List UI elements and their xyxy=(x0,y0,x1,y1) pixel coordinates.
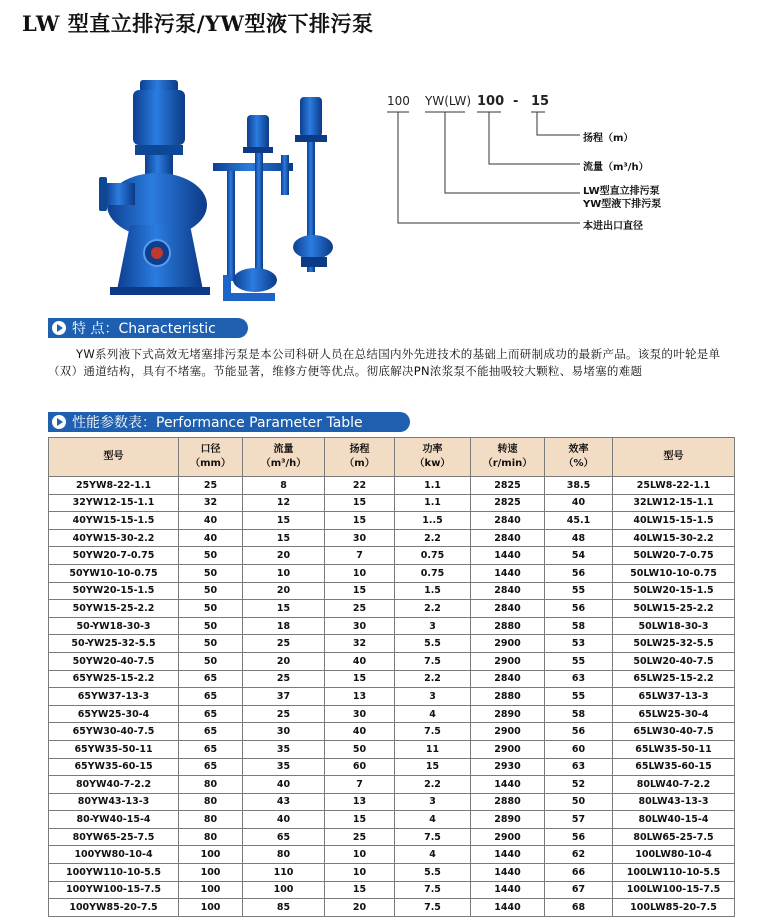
cell-flow: 110 xyxy=(243,864,325,882)
cell-flow: 25 xyxy=(243,670,325,688)
table-row xyxy=(49,477,735,495)
cell-power: 1..5 xyxy=(395,512,471,530)
cell-power: 11 xyxy=(395,740,471,758)
cell-model-lw: 65LW37-13-3 xyxy=(613,688,735,706)
cell-model-yw: 65YW25-30-4 xyxy=(49,705,179,723)
cell-speed: 1440 xyxy=(471,864,545,882)
cell-flow: 35 xyxy=(243,758,325,776)
cell-power: 15 xyxy=(395,758,471,776)
cell-efficiency: 52 xyxy=(545,776,613,794)
performance-heading-text: 性能参数表：Performance Parameter Table xyxy=(72,415,363,431)
cell-flow: 40 xyxy=(243,811,325,829)
cell-speed: 2890 xyxy=(471,811,545,829)
cell-model-yw: 65YW35-60-15 xyxy=(49,758,179,776)
cell-efficiency: 38.5 xyxy=(545,477,613,495)
cell-model-lw: 65LW35-60-15 xyxy=(613,758,735,776)
cell-flow: 37 xyxy=(243,688,325,706)
cell-power: 2.2 xyxy=(395,670,471,688)
cell-efficiency: 48 xyxy=(545,529,613,547)
cell-model-lw: 50LW20-7-0.75 xyxy=(613,547,735,565)
cell-efficiency: 56 xyxy=(545,723,613,741)
characteristic-text: YW系列液下式高效无堵塞排污泵是本公司科研人员在总结国内外先进技术的基础上而研制成功的最新产品。该泵的叶轮是单（双）通道结构，具有不堵塞。节能显著，维修方便等优点。彻底解决PN浓浆泵不能抽吸较大颗粒、易堵塞的难题 xyxy=(48,347,721,378)
cell-head: 15 xyxy=(325,670,395,688)
cell-speed: 2900 xyxy=(471,740,545,758)
cell-head: 15 xyxy=(325,881,395,899)
cell-model-yw: 50YW15-25-2.2 xyxy=(49,600,179,618)
table-row xyxy=(49,723,735,741)
cell-model-yw: 65YW30-40-7.5 xyxy=(49,723,179,741)
cell-model-yw: 100YW100-15-7.5 xyxy=(49,881,179,899)
performance-heading xyxy=(48,412,410,432)
cell-speed: 2840 xyxy=(471,670,545,688)
code-head: 15 xyxy=(531,94,550,109)
cell-head: 15 xyxy=(325,512,395,530)
table-row xyxy=(49,600,735,618)
cell-efficiency: 55 xyxy=(545,652,613,670)
cell-head: 13 xyxy=(325,793,395,811)
table-row xyxy=(49,652,735,670)
cell-power: 5.5 xyxy=(395,864,471,882)
arrow-right-icon xyxy=(52,321,66,335)
cell-diameter: 50 xyxy=(179,547,243,565)
cell-head: 30 xyxy=(325,617,395,635)
cell-flow: 65 xyxy=(243,828,325,846)
cell-head: 30 xyxy=(325,529,395,547)
cell-head: 25 xyxy=(325,828,395,846)
cell-power: 7.5 xyxy=(395,723,471,741)
cell-speed: 1440 xyxy=(471,846,545,864)
cell-speed: 2825 xyxy=(471,494,545,512)
cell-model-yw: 50-YW18-30-3 xyxy=(49,617,179,635)
cell-model-yw: 50YW20-7-0.75 xyxy=(49,547,179,565)
cell-speed: 2900 xyxy=(471,652,545,670)
cell-diameter: 80 xyxy=(179,776,243,794)
cell-power: 4 xyxy=(395,705,471,723)
cell-model-yw: 80YW43-13-3 xyxy=(49,793,179,811)
cell-flow: 18 xyxy=(243,617,325,635)
cell-efficiency: 55 xyxy=(545,688,613,706)
cell-diameter: 50 xyxy=(179,635,243,653)
cell-flow: 15 xyxy=(243,529,325,547)
cell-diameter: 80 xyxy=(179,811,243,829)
cell-head: 32 xyxy=(325,635,395,653)
table-row xyxy=(49,758,735,776)
cell-efficiency: 68 xyxy=(545,899,613,917)
header-speed: 转速 （r/min） xyxy=(471,438,545,477)
cell-diameter: 65 xyxy=(179,758,243,776)
cell-power: 5.5 xyxy=(395,635,471,653)
cell-head: 25 xyxy=(325,600,395,618)
cell-model-lw: 100LW100-15-7.5 xyxy=(613,881,735,899)
cell-model-yw: 65YW37-13-3 xyxy=(49,688,179,706)
table-row xyxy=(49,564,735,582)
cell-power: 7.5 xyxy=(395,828,471,846)
table-row xyxy=(49,846,735,864)
code-flow: 100 xyxy=(477,94,505,109)
cell-diameter: 65 xyxy=(179,688,243,706)
cell-speed: 2840 xyxy=(471,529,545,547)
cell-diameter: 40 xyxy=(179,529,243,547)
cell-head: 20 xyxy=(325,899,395,917)
cell-efficiency: 60 xyxy=(545,740,613,758)
table-row xyxy=(49,547,735,565)
cell-model-lw: 80LW43-13-3 xyxy=(613,793,735,811)
cell-diameter: 50 xyxy=(179,652,243,670)
cell-power: 1.1 xyxy=(395,494,471,512)
cell-diameter: 25 xyxy=(179,477,243,495)
cell-model-yw: 32YW12-15-1.1 xyxy=(49,494,179,512)
cell-model-yw: 80YW65-25-7.5 xyxy=(49,828,179,846)
cell-power: 1.1 xyxy=(395,477,471,495)
cell-power: 7.5 xyxy=(395,881,471,899)
cell-model-lw: 65LW35-50-11 xyxy=(613,740,735,758)
table-row xyxy=(49,899,735,917)
table-row xyxy=(49,512,735,530)
cell-model-lw: 25LW8-22-1.1 xyxy=(613,477,735,495)
cell-model-yw: 65YW25-15-2.2 xyxy=(49,670,179,688)
cell-speed: 2840 xyxy=(471,512,545,530)
header-flow: 流量 （m³/h） xyxy=(243,438,325,477)
cell-flow: 30 xyxy=(243,723,325,741)
cell-flow: 20 xyxy=(243,652,325,670)
cell-head: 22 xyxy=(325,477,395,495)
code-type: YW(LW) xyxy=(425,94,472,108)
cell-speed: 2900 xyxy=(471,635,545,653)
cell-model-yw: 80YW40-7-2.2 xyxy=(49,776,179,794)
cell-model-yw: 100YW110-10-5.5 xyxy=(49,864,179,882)
cell-diameter: 65 xyxy=(179,740,243,758)
cell-diameter: 32 xyxy=(179,494,243,512)
cell-head: 7 xyxy=(325,547,395,565)
cell-diameter: 50 xyxy=(179,582,243,600)
cell-flow: 15 xyxy=(243,512,325,530)
cell-speed: 1440 xyxy=(471,899,545,917)
cell-model-lw: 65LW30-40-7.5 xyxy=(613,723,735,741)
code-dash: - xyxy=(513,94,519,109)
cell-speed: 2880 xyxy=(471,793,545,811)
cell-model-yw: 25YW8-22-1.1 xyxy=(49,477,179,495)
cell-efficiency: 53 xyxy=(545,635,613,653)
cell-model-lw: 80LW65-25-7.5 xyxy=(613,828,735,846)
table-row xyxy=(49,828,735,846)
cell-power: 2.2 xyxy=(395,776,471,794)
cell-head: 30 xyxy=(325,705,395,723)
cell-flow: 35 xyxy=(243,740,325,758)
cell-head: 40 xyxy=(325,723,395,741)
cell-model-yw: 80-YW40-15-4 xyxy=(49,811,179,829)
table-row xyxy=(49,688,735,706)
cell-power: 3 xyxy=(395,617,471,635)
cell-model-yw: 40YW15-15-1.5 xyxy=(49,512,179,530)
cell-efficiency: 66 xyxy=(545,864,613,882)
page-title: LW 型直立排污泵/YW型液下排污泵 xyxy=(22,11,374,36)
cell-power: 3 xyxy=(395,688,471,706)
cell-model-lw: 40LW15-15-1.5 xyxy=(613,512,735,530)
cell-diameter: 50 xyxy=(179,564,243,582)
table-row xyxy=(49,494,735,512)
cell-efficiency: 50 xyxy=(545,793,613,811)
cell-head: 13 xyxy=(325,688,395,706)
cell-power: 4 xyxy=(395,811,471,829)
model-code-diagram xyxy=(385,92,765,242)
pump-illustration xyxy=(95,75,380,310)
cell-model-yw: 100YW80-10-4 xyxy=(49,846,179,864)
cell-power: 7.5 xyxy=(395,899,471,917)
cell-diameter: 80 xyxy=(179,793,243,811)
table-row xyxy=(49,670,735,688)
cell-diameter: 50 xyxy=(179,600,243,618)
cell-efficiency: 63 xyxy=(545,670,613,688)
cell-speed: 1440 xyxy=(471,776,545,794)
cell-speed: 2900 xyxy=(471,828,545,846)
cell-power: 1.5 xyxy=(395,582,471,600)
cell-model-yw: 40YW15-30-2.2 xyxy=(49,529,179,547)
header-model-lw: 型号 xyxy=(613,438,735,477)
cell-head: 10 xyxy=(325,564,395,582)
cell-flow: 8 xyxy=(243,477,325,495)
characteristic-heading-text: 特 点：Characteristic xyxy=(72,321,216,337)
table-row xyxy=(49,529,735,547)
cell-model-yw: 100YW85-20-7.5 xyxy=(49,899,179,917)
table-row xyxy=(49,635,735,653)
cell-flow: 85 xyxy=(243,899,325,917)
cell-model-yw: 50-YW25-32-5.5 xyxy=(49,635,179,653)
cell-model-lw: 50LW20-40-7.5 xyxy=(613,652,735,670)
cell-head: 40 xyxy=(325,652,395,670)
cell-efficiency: 45.1 xyxy=(545,512,613,530)
cell-head: 10 xyxy=(325,846,395,864)
cell-flow: 20 xyxy=(243,547,325,565)
cell-model-lw: 80LW40-7-2.2 xyxy=(613,776,735,794)
cell-efficiency: 62 xyxy=(545,846,613,864)
cell-speed: 1440 xyxy=(471,881,545,899)
table-row xyxy=(49,793,735,811)
label-yw-type: YW型液下排污泵 xyxy=(583,199,662,210)
cell-flow: 43 xyxy=(243,793,325,811)
arrow-right-icon xyxy=(52,415,66,429)
label-flow: 流量（m³/h） xyxy=(583,162,649,173)
cell-speed: 2930 xyxy=(471,758,545,776)
cell-model-yw: 50YW20-15-1.5 xyxy=(49,582,179,600)
cell-speed: 2880 xyxy=(471,688,545,706)
cell-head: 15 xyxy=(325,811,395,829)
cell-efficiency: 54 xyxy=(545,547,613,565)
label-diameter: 本进出口直径 xyxy=(583,221,643,232)
cell-flow: 20 xyxy=(243,582,325,600)
cell-model-yw: 50YW20-40-7.5 xyxy=(49,652,179,670)
cell-head: 15 xyxy=(325,494,395,512)
cell-model-yw: 65YW35-50-11 xyxy=(49,740,179,758)
cell-diameter: 40 xyxy=(179,512,243,530)
cell-head: 7 xyxy=(325,776,395,794)
table-header-row xyxy=(49,438,735,477)
cell-model-lw: 50LW10-10-0.75 xyxy=(613,564,735,582)
cell-speed: 2840 xyxy=(471,582,545,600)
cell-power: 4 xyxy=(395,846,471,864)
header-efficiency: 效率 （%） xyxy=(545,438,613,477)
yw-pump-tall-icon xyxy=(281,97,333,272)
cell-flow: 40 xyxy=(243,776,325,794)
cell-efficiency: 40 xyxy=(545,494,613,512)
header-diameter: 口径 （mm） xyxy=(179,438,243,477)
cell-efficiency: 63 xyxy=(545,758,613,776)
cell-power: 2.2 xyxy=(395,600,471,618)
cell-model-lw: 80LW40-15-4 xyxy=(613,811,735,829)
cell-efficiency: 57 xyxy=(545,811,613,829)
cell-power: 7.5 xyxy=(395,652,471,670)
characteristic-heading xyxy=(48,318,248,338)
cell-model-lw: 50LW25-32-5.5 xyxy=(613,635,735,653)
yw-pump-icon xyxy=(213,115,293,297)
table-row xyxy=(49,740,735,758)
cell-efficiency: 58 xyxy=(545,617,613,635)
table-row xyxy=(49,705,735,723)
lw-pump-icon xyxy=(99,80,210,295)
cell-speed: 2840 xyxy=(471,600,545,618)
table-row xyxy=(49,582,735,600)
cell-speed: 2890 xyxy=(471,705,545,723)
performance-table xyxy=(48,437,735,917)
cell-flow: 15 xyxy=(243,600,325,618)
cell-diameter: 100 xyxy=(179,881,243,899)
cell-diameter: 80 xyxy=(179,828,243,846)
cell-efficiency: 58 xyxy=(545,705,613,723)
cell-flow: 25 xyxy=(243,635,325,653)
table-row xyxy=(49,864,735,882)
cell-power: 0.75 xyxy=(395,547,471,565)
cell-model-lw: 65LW25-15-2.2 xyxy=(613,670,735,688)
header-model: 型号 xyxy=(49,438,179,477)
cell-speed: 1440 xyxy=(471,564,545,582)
table-row xyxy=(49,811,735,829)
cell-flow: 10 xyxy=(243,564,325,582)
cell-model-lw: 65LW25-30-4 xyxy=(613,705,735,723)
header-power: 功率 （kw） xyxy=(395,438,471,477)
cell-power: 0.75 xyxy=(395,564,471,582)
label-head: 扬程（m） xyxy=(583,133,634,144)
cell-speed: 2900 xyxy=(471,723,545,741)
cell-diameter: 100 xyxy=(179,899,243,917)
cell-model-yw: 50YW10-10-0.75 xyxy=(49,564,179,582)
label-lw-type: LW型直立排污泵 xyxy=(583,186,660,197)
cell-model-lw: 50LW15-25-2.2 xyxy=(613,600,735,618)
cell-model-lw: 100LW110-10-5.5 xyxy=(613,864,735,882)
header-head: 扬程 （m） xyxy=(325,438,395,477)
cell-model-lw: 50LW20-15-1.5 xyxy=(613,582,735,600)
cell-diameter: 100 xyxy=(179,846,243,864)
cell-speed: 2825 xyxy=(471,477,545,495)
cell-flow: 25 xyxy=(243,705,325,723)
cell-efficiency: 56 xyxy=(545,564,613,582)
cell-diameter: 65 xyxy=(179,723,243,741)
cell-power: 3 xyxy=(395,793,471,811)
cell-model-lw: 40LW15-30-2.2 xyxy=(613,529,735,547)
cell-efficiency: 56 xyxy=(545,600,613,618)
table-row xyxy=(49,776,735,794)
cell-flow: 100 xyxy=(243,881,325,899)
cell-head: 10 xyxy=(325,864,395,882)
cell-speed: 1440 xyxy=(471,547,545,565)
cell-efficiency: 67 xyxy=(545,881,613,899)
cell-diameter: 65 xyxy=(179,670,243,688)
cell-head: 60 xyxy=(325,758,395,776)
cell-efficiency: 56 xyxy=(545,828,613,846)
cell-model-lw: 100LW80-10-4 xyxy=(613,846,735,864)
code-diameter: 100 xyxy=(387,94,410,108)
cell-power: 2.2 xyxy=(395,529,471,547)
table-body xyxy=(49,477,735,917)
cell-diameter: 50 xyxy=(179,617,243,635)
table-row xyxy=(49,617,735,635)
cell-head: 50 xyxy=(325,740,395,758)
cell-head: 15 xyxy=(325,582,395,600)
cell-speed: 2880 xyxy=(471,617,545,635)
cell-flow: 80 xyxy=(243,846,325,864)
cell-model-lw: 32LW12-15-1.1 xyxy=(613,494,735,512)
model-code-lines xyxy=(385,92,765,242)
cell-model-lw: 50LW18-30-3 xyxy=(613,617,735,635)
cell-flow: 12 xyxy=(243,494,325,512)
cell-diameter: 100 xyxy=(179,864,243,882)
cell-diameter: 65 xyxy=(179,705,243,723)
cell-efficiency: 55 xyxy=(545,582,613,600)
cell-model-lw: 100LW85-20-7.5 xyxy=(613,899,735,917)
table-row xyxy=(49,881,735,899)
